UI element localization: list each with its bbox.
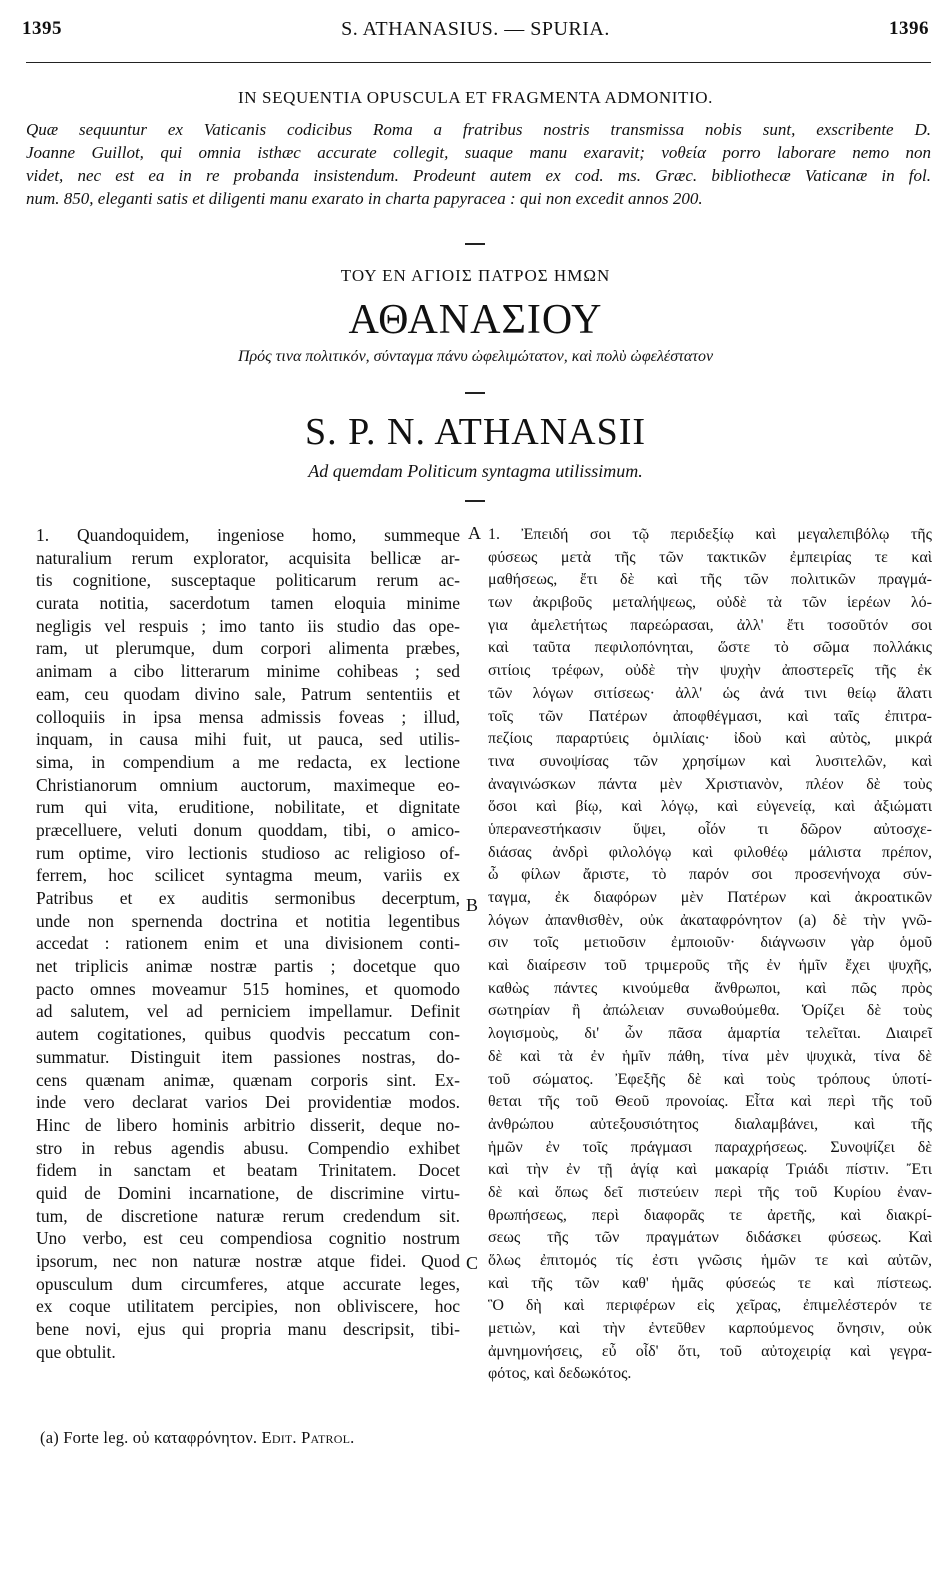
page-number-right: 1396: [889, 18, 929, 39]
greek-text-line: καὶ τὴν ἐν τῇ ἁγίᾳ καὶ μακαρίᾳ Τριάδι πίστιν. Ἔτι: [488, 1161, 932, 1179]
greek-text-line: θεται τῆς τοῦ Θεοῦ προνοίας. Εἶτα καὶ περὶ τῆς τοῦ: [488, 1093, 932, 1111]
greek-author-name: ΑΘΑΝΑΣΙΟΥ: [348, 297, 603, 343]
admonition-line: videt, nec est ea in re probanda insistendum. Prodeunt autem ex cod. ms. Græc. bibliothecæ Vaticanæ in fol.: [26, 166, 931, 185]
latin-text-line: inde vero declarat varios Dei providentiæ modos.: [36, 1092, 460, 1113]
separator-dash: [465, 243, 485, 245]
greek-text-line: ὅλως ἐπιτομός τίς ἐστι γνῶσις ἡμῶν τε καὶ αὐτῶν,: [488, 1252, 932, 1269]
admonition-text: [26, 118, 931, 210]
greek-text-line: μετιὼν, καὶ τὴν ἐντεῦθεν καρπούμενος ὄνησιν, οὐκ: [488, 1320, 932, 1338]
latin-text-line: cens quænam animæ, quænam corporis sint. Ex-: [36, 1069, 460, 1090]
greek-text-line: σιτίοις τρέφων, οὐδὲ τὴν ψυχὴν ἀποστερεῖς τῆς ἐκ: [488, 662, 932, 680]
greek-text-line: τοῦ σώματος. Ἐφεξῆς δὲ καὶ τοὺς τρόπους ὑποτί-: [488, 1070, 932, 1088]
greek-text-line: των ἀκριβοῦς μεταλήψεως, οὐδὲ τὰ τῶν ἱερέων λό-: [488, 594, 932, 612]
greek-text-line: καὶ τῆς τῶν καθ' ἡμᾶς φύσεώς τε καὶ πίστεως.: [488, 1274, 932, 1292]
greek-text-line: καὶ ταῦτα πεφιλοπόνηται, ὥστε τὸ σῶμα πολλάκις: [488, 639, 932, 657]
latin-text-line: animam a cibo litterarum minime cohibeas ; sed: [36, 661, 460, 682]
latin-text-line: sima, in compendium a me redacta, ex lectione: [36, 751, 460, 772]
greek-text-line: 1. Ἐπειδή σοι τῷ περιδεξίῳ καὶ μεγαλεπιβόλῳ τῆς: [488, 526, 932, 543]
latin-text-line: ferrem, hoc scilicet syntagma meum, variis ex: [36, 865, 460, 886]
admonition-title: IN SEQUENTIA OPUSCULA ET FRAGMENTA ADMONITIO.: [238, 88, 713, 107]
greek-text-line: ὅσοι καὶ βίῳ, καὶ λόγῳ, καὶ εὐγενείᾳ, καὶ ἀξιώματι: [488, 798, 932, 816]
greek-text-line: πεζίοις παραρτύεις ὁμιλίαις· ἰδοὺ καὶ αὐτὸς, μικρά: [488, 730, 932, 748]
greek-text-line: τινα συνοψίσας τῶν χρησίμων καὶ λυσιτελῶν, καὶ: [488, 752, 932, 770]
latin-text-line: tis cognitione, susceptaque politicarum rerum ac-: [36, 570, 460, 591]
latin-author-name: S. P. N. ATHANASII: [304, 411, 647, 453]
footnote-text: Forte leg. οὐ καταφρόνητον.: [63, 1428, 258, 1447]
latin-text-line: curata notitia, sacerdotum tamen eloquia minime: [36, 593, 460, 614]
margin-marker-a: A: [468, 523, 481, 543]
greek-text-line: ἀμνημονήσεις, εὖ οἶδ' ὅτι, τοῦ αὐτοχειρίᾳ καὶ γεγρα-: [488, 1342, 932, 1360]
latin-text-line: summatur. Distinguit item passiones nostras, do-: [36, 1046, 460, 1067]
latin-text-line: opusculum dum circumferes, atque accurate leges,: [36, 1273, 460, 1294]
latin-text-line: eam, ceu quodam divino sale, Patrum sententiis et: [36, 683, 460, 704]
greek-text-line: ὑπερανεστήκασιν ὕψει, οἷόν τι δῶρον αὐτοσχε-: [488, 820, 932, 838]
latin-subtitle: Ad quemdam Politicum syntagma utilissimum.: [308, 461, 643, 481]
latin-text-line: Patribus et ex auditis sermonibus decerptum,: [36, 888, 460, 908]
latin-column: [36, 524, 460, 1363]
latin-text-line: præcelluere, veluti donum quoddam, tibi, o amico-: [36, 819, 460, 840]
margin-marker-b: B: [466, 895, 479, 915]
greek-text-line: διάσας ἀνδρὶ φιλολόγῳ καὶ φιλοθέῳ μάλιστα πρέπον,: [488, 843, 932, 861]
separator-dash: [465, 392, 485, 394]
greek-text-line: σωτηρίαν ἢ ἀπώλειαν συνωθούμεθα. Ὁρίζει δὲ τοὺς: [488, 1002, 932, 1020]
greek-text-line: καθὼς πάντες κινούμεθα ἄνθρωποι, καὶ πῶς πρὸς: [488, 979, 932, 997]
latin-text-line: bene novi, ejus qui propria manu descripsit, tibi-: [36, 1319, 460, 1340]
latin-text-line: naturalium rerum explorator, acquisita bellicæ ar-: [36, 547, 460, 568]
greek-text-line: φύσεως μετὰ τῆς τῶν τακτικῶν ἐμπειρίας τε καὶ: [488, 548, 932, 566]
greek-text-line: τῶν λόγων σιτίσεως· ἀλλ' ὡς ἀνά τινι θείῳ ἅλατι: [488, 684, 932, 702]
latin-text-line: tum, de discretione naturæ rerum credendum sit.: [36, 1205, 460, 1226]
greek-text-line: λογισμοὺς, δι' ὧν πᾶσα ἁμαρτία τελεῖται. Διαιρεῖ: [488, 1025, 932, 1043]
margin-marker-c: C: [466, 1253, 479, 1273]
greek-text-line: σιν τοῖς μετιοῦσιν ἐμποιοῦν· διάγνωσιν γὰρ ὁμοῦ: [488, 934, 932, 952]
latin-text-line: rum optime, viro lectionis studioso ac religioso of-: [36, 842, 460, 863]
greek-text-line: για ἀμελετήτως παρεώρασαι, ἀλλ' ἔτι τοσοῦτόν σοι: [488, 616, 932, 634]
greek-superscript: ΤΟΥ ΕΝ ΑΓΙΟΙΣ ΠΑΤΡΟΣ ΗΜΩΝ: [340, 266, 611, 285]
greek-subtitle: Πρός τινα πολιτικόν, σύνταγμα πάνυ ὠφελιμώτατον, καὶ πολὺ ὠφελέστατον: [237, 348, 714, 365]
latin-text-line: net triplicis animæ nostræ partis ; docetque quo: [36, 956, 460, 977]
latin-text-line: autem cogitationes, quibus quodvis peccatum con-: [36, 1024, 460, 1045]
latin-text-line: Christianorum omnium auctorum, maximeque eo-: [36, 774, 460, 795]
latin-text-line: pacto omnes moveamur 515 homines, et quomodo: [36, 978, 460, 999]
latin-text-line: fidem in sanctam et beatam Trinitatem. Docet: [36, 1160, 460, 1181]
greek-text-line: ἡμῶν ἐν τοῖς πράγμασι παραχρήσεως. Συνοψίζει δὲ: [488, 1138, 932, 1156]
latin-text-line: accedat : rationem enim et una divisionem conti-: [36, 933, 460, 954]
greek-text-line: φότος, καὶ δεδωκότος.: [488, 1365, 632, 1383]
greek-text-line: δὲ καὶ τὰ ἐν ἡμῖν πάθη, τίνα μὲν ψυχικὰ, τίνα δὲ: [488, 1047, 932, 1065]
admonition-line: Quæ sequuntur ex Vaticanis codicibus Roma a fratribus nostris transmissa nobis sunt, exscribente D.: [26, 120, 931, 139]
latin-text-line: ipsorum, nec non naturæ nostræ atque fidei. Quod: [36, 1251, 460, 1271]
greek-text-line: ὦ φίλων ἄριστε, τὸ παρόν σοι προσενήνοχα σύν-: [488, 866, 932, 884]
greek-text-line: δὲ καὶ ὅπως δεῖ πιστεύειν περὶ τῆς τοῦ Κυρίου ἐναν-: [488, 1183, 932, 1201]
latin-text-line: ram, ut plerumque, dum corpori alimenta præbes,: [36, 638, 460, 659]
latin-text-line: rum qui vita, eruditione, nobilitate, et dignitate: [36, 797, 460, 818]
greek-text-line: καὶ διαίρεσιν τοῦ τριμεροῦς τῆς ἐν ἡμῖν ἔχει ψυχῆς,: [488, 957, 932, 975]
latin-text-line: Hinc de libero hominis arbitrio disserit, deque no-: [36, 1114, 460, 1135]
admonition-line: Joanne Guillot, qui omnia isthæc accurate collegit, suaque manu exaravit; νοθεία porro laborare nemo non: [26, 143, 931, 162]
latin-text-line: stro in rebus agendis abusu. Compendio exhibet: [36, 1137, 460, 1158]
latin-text-line: quid de Domini incarnatione, de discrimine virtu-: [36, 1182, 460, 1203]
greek-text-line: ἀνθρώπου αὐτεξουσιότητος διαλαμβάνει, καὶ τῆς: [488, 1115, 932, 1133]
latin-text-line: 1. Quandoquidem, ingeniose homo, summeque: [36, 525, 460, 545]
greek-column: [488, 524, 932, 1386]
latin-text-line: colloquiis in ipsa mensa admissis foveas ; illud,: [36, 706, 460, 727]
greek-text-line: ταγμα, ἐκ διαφόρων μὲν Πατέρων καὶ ἀκροατικῶν: [488, 889, 932, 906]
header-rule: [26, 62, 931, 63]
latin-text-line: inquam, in causa mihi fuit, ut pauca, sed utilis-: [36, 729, 460, 750]
latin-text-line: ad salutem, vel ad perniciem impellamur. Definit: [36, 1001, 460, 1022]
latin-text-line: ex coque utilitatem percipies, non obliviscere, hoc: [36, 1296, 460, 1317]
greek-text-line: τοῖς τῶν Πατέρων ἀποφθέγμασι, καὶ ταῖς ἐπιτρα-: [488, 707, 932, 725]
running-title: S. ATHANASIUS. — SPURIA.: [341, 18, 610, 40]
latin-text-line: Uno verbo, est ceu compendiosa cognitio nostrum: [36, 1228, 460, 1249]
latin-text-line: negligis vel respuis ; imo tanto iis studio das ope-: [36, 615, 460, 636]
greek-text-line: Ὃ δὴ καὶ περιφέρων εἰς χεῖρας, ἐπιμελέστερόν τε: [488, 1297, 932, 1315]
footnote-mark: (a): [40, 1428, 59, 1447]
greek-text-line: σεως τῆς τῶν πραγμάτων διδάσκει φύσεως. Καὶ: [488, 1229, 932, 1247]
greek-text-line: μαθήσεως, ἔτι δὲ καὶ τῆς τῶν πολιτικῶν πραγμά-: [488, 571, 932, 589]
greek-text-line: λόγων ἀπανθισθὲν, οὐκ ἀκαταφρόνητον (a) δὲ τὴν γνῶ-: [488, 911, 932, 929]
latin-text-line: unde non spernenda doctrina et notitia legentibus: [36, 910, 460, 931]
latin-text-line: que obtulit.: [36, 1341, 116, 1362]
greek-text-line: ἀναγινώσκων πάντα μὲν Χριστιανὸν, πλέον δὲ τοὺς: [488, 775, 932, 793]
page-number-left: 1395: [22, 18, 62, 39]
greek-text-line: θρωπήσεως, περὶ διαφορᾶς τε ἀρετῆς, καὶ διακρί-: [488, 1206, 932, 1224]
footnote: [40, 1428, 354, 1448]
footnote-source: Edit. Patrol.: [261, 1428, 355, 1447]
separator-dash: [465, 500, 485, 502]
admonition-line: num. 850, eleganti satis et diligenti manu exarato in charta papyracea : qui non excedit annos 200.: [26, 189, 703, 208]
